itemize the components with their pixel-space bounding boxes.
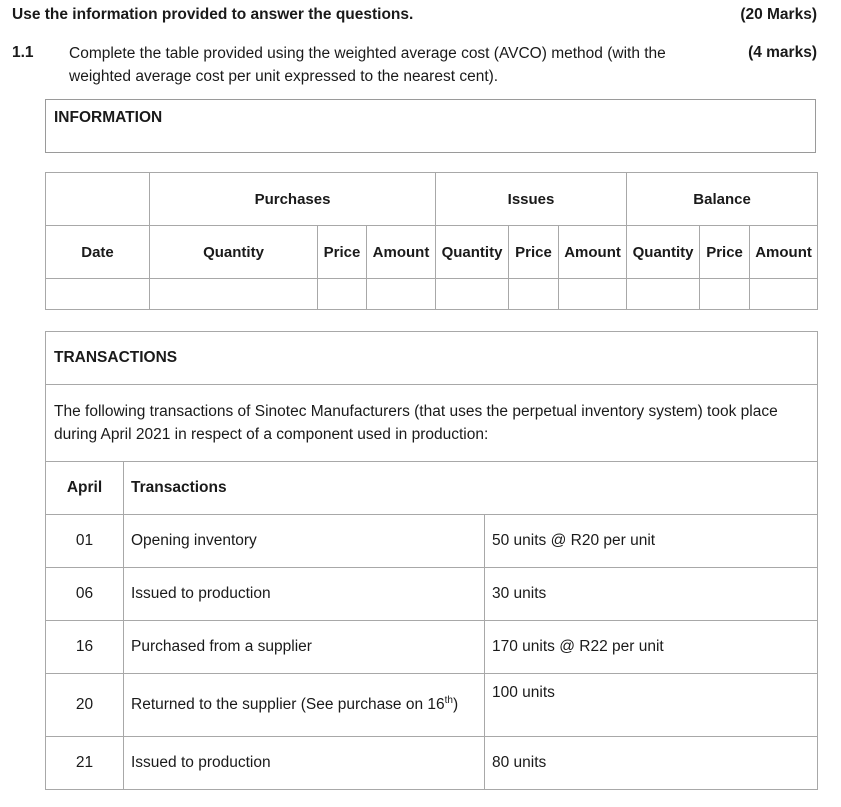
tx-day-header: April [46, 462, 124, 515]
instruction-heading: Use the information provided to answer the questions. [12, 6, 414, 23]
tx-description [124, 674, 485, 737]
table-row [46, 621, 818, 674]
ledger-blank-cell[interactable] [367, 279, 436, 310]
ledger-blank-cell[interactable] [436, 279, 509, 310]
tx-day: 16 [46, 621, 124, 674]
ledger-col-header: Quantity [436, 226, 509, 279]
tx-detail: 170 units @ R22 per unit [485, 621, 818, 674]
ledger-blank-cell[interactable] [46, 279, 150, 310]
tx-day: 01 [46, 515, 124, 568]
transactions-table [45, 331, 818, 790]
ledger-blank-cell[interactable] [150, 279, 318, 310]
ledger-blank-cell[interactable] [559, 279, 627, 310]
ledger-col-header: Amount [559, 226, 627, 279]
tx-description: Opening inventory [124, 515, 485, 568]
tx-description: Issued to production [124, 568, 485, 621]
ledger-group-purchases: Purchases [150, 173, 436, 226]
tx-description: Purchased from a supplier [124, 621, 485, 674]
avco-ledger-table [45, 172, 818, 310]
ledger-blank-cell[interactable] [700, 279, 750, 310]
tx-detail: 80 units [485, 737, 818, 790]
ledger-col-header: Price [700, 226, 750, 279]
ledger-col-header: Quantity [627, 226, 700, 279]
table-row [46, 737, 818, 790]
tx-description-sup: th [444, 695, 453, 707]
tx-detail: 100 units [485, 674, 818, 737]
tx-detail: 50 units @ R20 per unit [485, 515, 818, 568]
ledger-group-issues: Issues [436, 173, 627, 226]
information-box [45, 99, 816, 153]
ledger-blank-cell[interactable] [509, 279, 559, 310]
ledger-col-header: Amount [750, 226, 818, 279]
ledger-col-header: Amount [367, 226, 436, 279]
ledger-date-header: Date [46, 226, 150, 279]
ledger-col-header: Price [509, 226, 559, 279]
tx-desc-header: Transactions [124, 462, 818, 515]
ledger-corner-cell [46, 173, 150, 226]
table-row [46, 674, 818, 737]
table-row [46, 568, 818, 621]
transactions-intro: The following transactions of Sinotec Manufacturers (that uses the perpetual inventory system) took place during April 2021 in respect of a component used in production: [46, 385, 818, 462]
tx-day: 21 [46, 737, 124, 790]
tx-day: 20 [46, 674, 124, 737]
tx-description: Issued to production [124, 737, 485, 790]
question-number: 1.1 [12, 44, 34, 61]
tx-day: 06 [46, 568, 124, 621]
total-marks: (20 Marks) [740, 6, 817, 23]
table-row [46, 515, 818, 568]
information-title: INFORMATION [54, 109, 163, 126]
ledger-group-balance: Balance [627, 173, 818, 226]
ledger-col-header: Quantity [150, 226, 318, 279]
ledger-blank-cell[interactable] [318, 279, 367, 310]
tx-description-main: Returned to the supplier (See purchase on 16 [131, 696, 445, 714]
question-marks: (4 marks) [748, 44, 817, 61]
tx-detail: 30 units [485, 568, 818, 621]
ledger-blank-cell[interactable] [627, 279, 700, 310]
tx-description-end: ) [453, 696, 459, 714]
question-text: Complete the table provided using the weighted average cost (AVCO) method (with the weighted average cost per unit expressed to the nearest cent). [69, 45, 666, 85]
ledger-blank-cell[interactable] [750, 279, 818, 310]
ledger-col-header: Price [318, 226, 367, 279]
transactions-title: TRANSACTIONS [46, 332, 818, 385]
